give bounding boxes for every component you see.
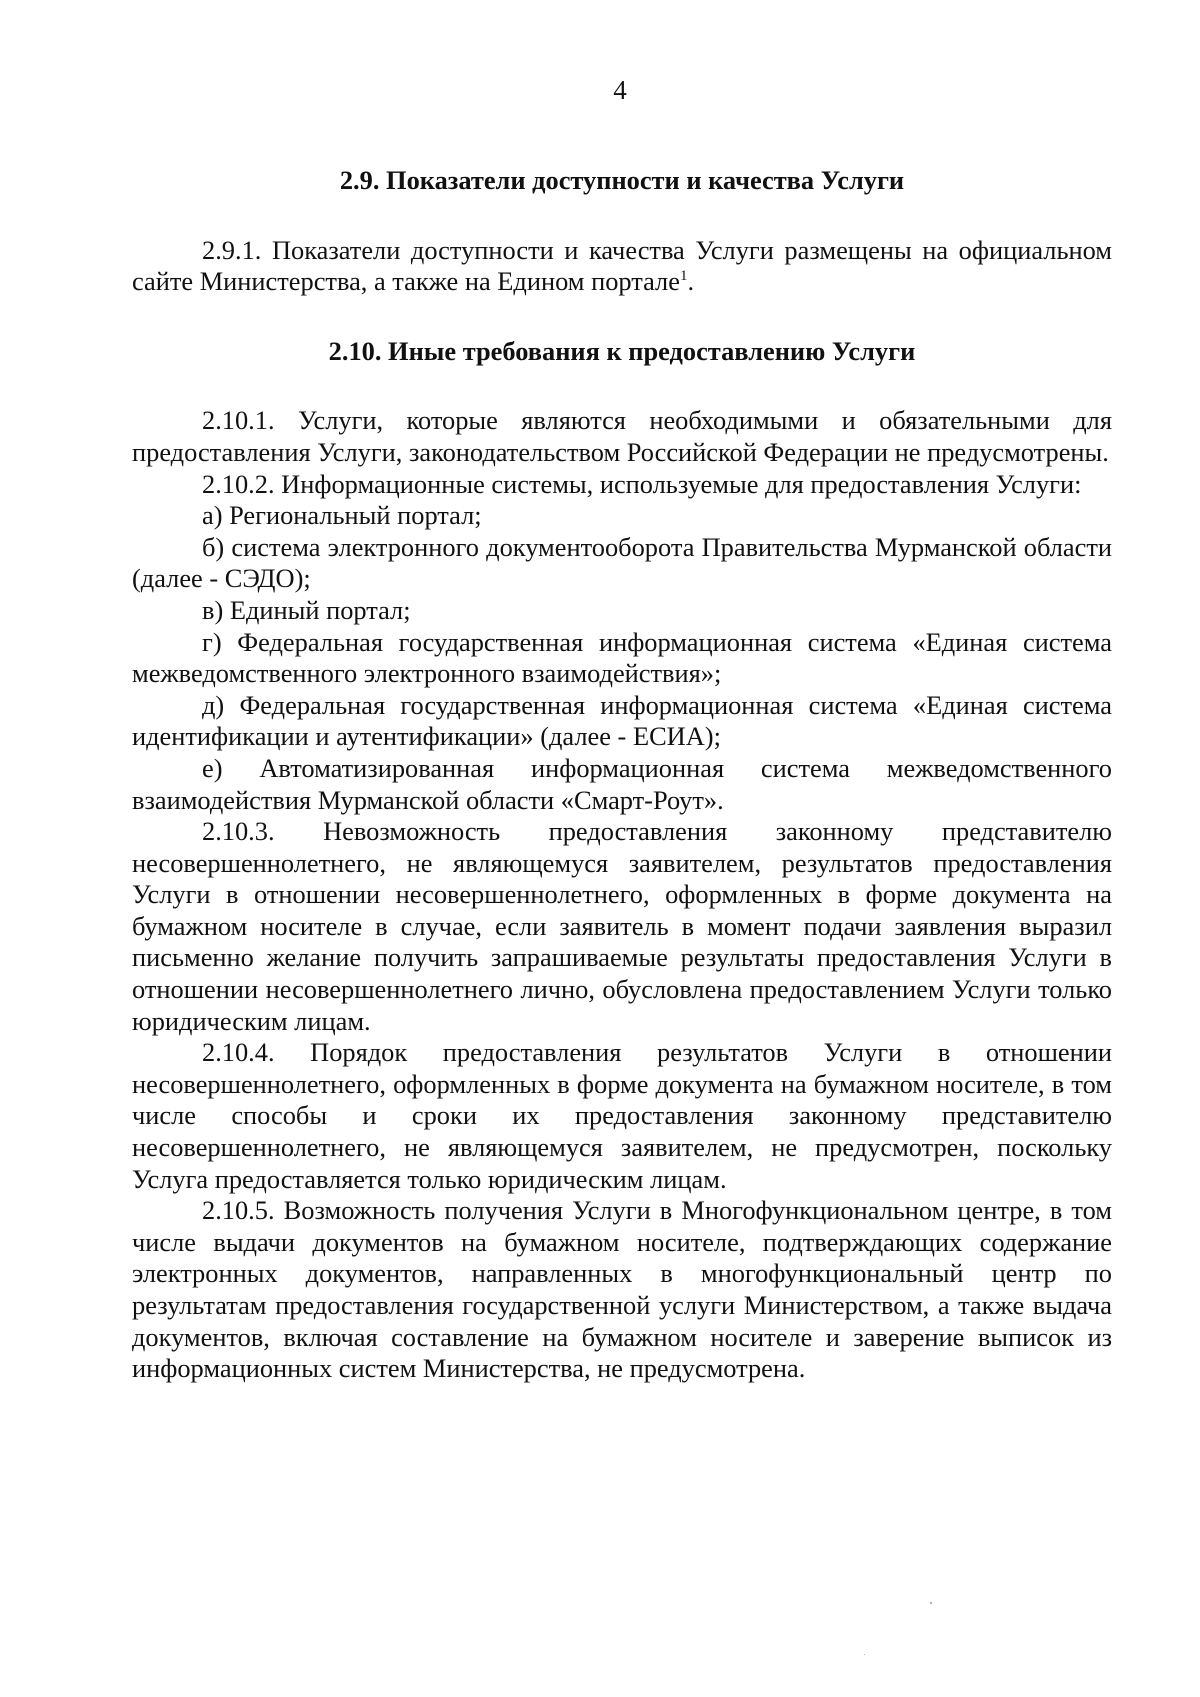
paragraph-2-10-5: 2.10.5. Возможность получения Услуги в Многофункциональном центре, в том числе выдачи документов на бумажном носителе, подтверждающих содержание электронных документов, направленных в многофункциональный центр по результатам предоставления государственной услуги Министерством, а также выдача документов, включая составление на бумажном носителе и заверение выписок из информационных систем Министерства, не предусмотрена. (132, 1195, 1112, 1384)
list-item: а) Региональный портал; (202, 500, 482, 531)
paragraph-2-10-1: 2.10.1. Услуги, которые являются необходимыми и обязательными для предоставления Услуги, законодательством Российской Федерации не предусмотрены. (132, 405, 1112, 467)
spacer (132, 197, 1112, 235)
list-item: е) Автоматизированная информационная система межведомственного взаимодействия Мурманской области «Смарт-Роут». (132, 752, 1112, 815)
paragraph-2-10-4: 2.10.4. Порядок предоставления результатов Услуги в отношении несовершеннолетнего, оформленных в форме документа на бумажном носителе, в том числе способы и сроки их предоставления законному представителю несовершеннолетнего, не являющемуся заявителем, не предусмотрен, поскольку Услуга предоставляется только юридическим лицам. (132, 1037, 1112, 1194)
paragraph-2-10-3: 2.10.3. Невозможность предоставления законному представителю несовершеннолетнего, не являющемуся заявителем, результатов предоставления Услуги в отношении несовершеннолетнего, оформленных в форме документа на бумажном носителе в случае, если заявитель в момент подачи заявления выразил письменно желание получить запрашиваемые результаты предоставления Услуги в отношении несовершеннолетнего лично, обусловлена предоставлением Услуги только юридическим лицам. (132, 816, 1112, 1036)
footnote-reference: 1 (679, 268, 688, 285)
page-content (132, 165, 1112, 1385)
spacer (132, 298, 1112, 336)
paragraph-2-9-1-text: 2.9.1. Показатели доступности и качества Услуги размещены на официальном сайте Министерства, а также на Едином портале (132, 234, 1112, 297)
scan-speck (930, 1602, 932, 1604)
list-item: д) Федеральная государственная информационная система «Единая система идентификации и аутентификации» (далее - ЕСИА); (132, 689, 1112, 752)
paragraph-2-9-1-end: . (687, 266, 695, 297)
section-heading-2-9: 2.9. Показатели доступности и качества Услуги (339, 165, 905, 195)
section-heading-2-10: 2.10. Иные требования к предоставлению Услуги (328, 335, 916, 366)
spacer (132, 367, 1112, 405)
list-item: г) Федеральная государственная информационная система «Единая система межведомственного электронного взаимодействия»; (132, 626, 1112, 689)
list-item: в) Единый портал; (202, 594, 411, 625)
page-number: 4 (613, 75, 627, 105)
scan-speck (864, 1654, 865, 1655)
paragraph-2-10-2: 2.10.2. Информационные системы, используемые для предоставления Услуги: (202, 468, 1082, 499)
list-item: б) система электронного документооборота Правительства Мурманской области (далее - СЭДО); (132, 531, 1112, 594)
paragraph-2-9-1 (132, 235, 1112, 298)
